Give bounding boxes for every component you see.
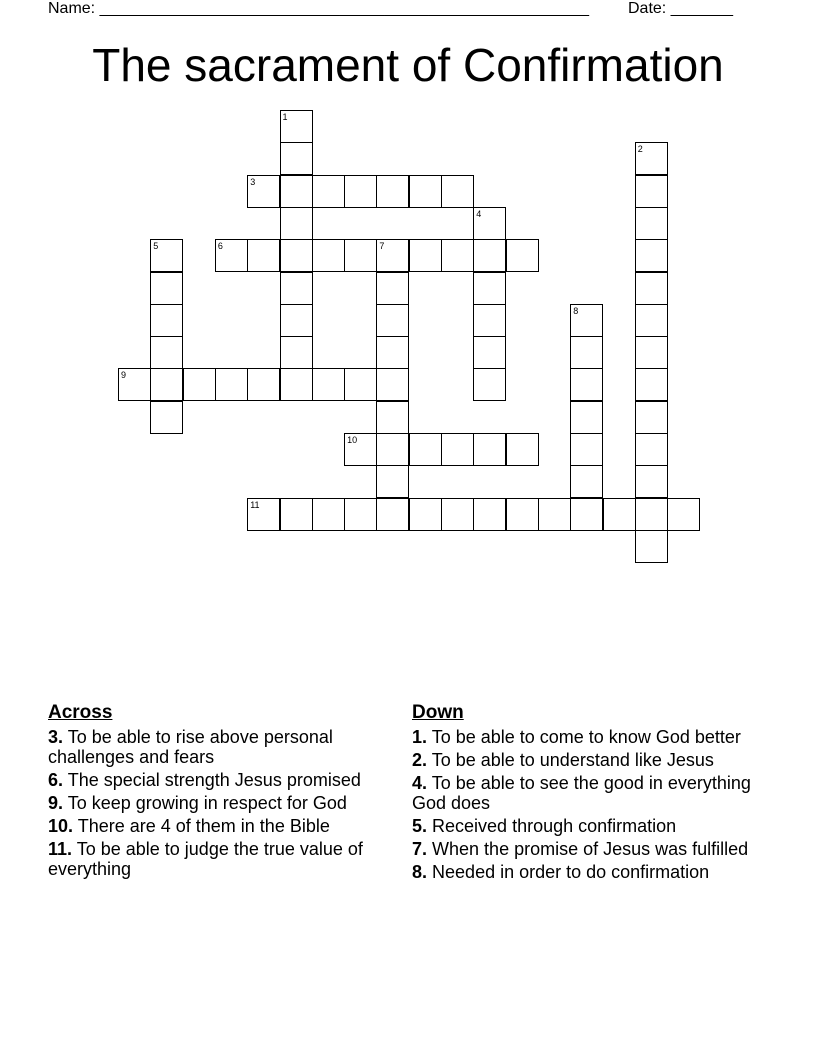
crossword-cell[interactable] [344,368,377,401]
crossword-cell[interactable] [247,175,280,208]
crossword-cell[interactable] [312,175,345,208]
crossword-cell[interactable] [570,336,603,369]
crossword-cell[interactable] [667,498,700,531]
crossword-cell[interactable] [570,401,603,434]
crossword-cell[interactable] [506,239,539,272]
across-clue: 10. There are 4 of them in the Bible [48,816,330,836]
crossword-cell[interactable] [344,175,377,208]
crossword-cell[interactable] [280,272,313,305]
crossword-cell[interactable] [280,498,313,531]
crossword-cell[interactable] [183,368,216,401]
crossword-cell[interactable] [473,304,506,337]
crossword-cell[interactable] [635,368,668,401]
page-title: The sacrament of Confirmation [92,39,724,91]
crossword-cell[interactable] [473,272,506,305]
crossword-cell[interactable] [635,433,668,466]
crossword-cell[interactable] [473,336,506,369]
crossword-cell[interactable] [506,433,539,466]
crossword-cell[interactable] [409,433,442,466]
name-field[interactable]: Name: _______________________________________________________ [48,0,589,17]
crossword-cell[interactable] [473,433,506,466]
crossword-cell[interactable] [635,498,668,531]
clue-number: 6 [217,241,223,252]
crossword-cell[interactable] [247,239,280,272]
crossword-cell[interactable] [150,272,183,305]
across-clue: 11. To be able to judge the true value of everything [48,839,363,879]
crossword-cell[interactable] [344,498,377,531]
crossword-cell[interactable] [280,336,313,369]
crossword-cell[interactable] [635,239,668,272]
across-heading: Across [48,702,113,723]
clue-number: 7 [379,241,385,252]
crossword-cell[interactable] [409,175,442,208]
down-clue: 1. To be able to come to know God better [412,727,741,747]
crossword-cell[interactable] [441,239,474,272]
crossword-cell[interactable] [538,498,571,531]
crossword-cell[interactable] [570,465,603,498]
clue-number: 9 [121,370,127,381]
crossword-cell[interactable] [635,175,668,208]
crossword-cell[interactable] [280,304,313,337]
crossword-cell[interactable] [215,239,248,272]
crossword-cell[interactable] [570,368,603,401]
down-clue: 4. To be able to see the good in everything God does [412,773,751,813]
down-heading: Down [412,702,464,723]
crossword-cell[interactable] [473,239,506,272]
crossword-cell[interactable] [376,465,409,498]
crossword-cell[interactable] [635,304,668,337]
crossword-cell[interactable] [570,433,603,466]
date-field[interactable]: Date: _______ [628,0,733,17]
crossword-cell[interactable] [409,498,442,531]
crossword-cell[interactable] [280,175,313,208]
crossword-cell[interactable] [473,498,506,531]
across-clues [48,702,398,882]
crossword-cell[interactable] [376,498,409,531]
crossword-cell[interactable] [312,368,345,401]
crossword-cell[interactable] [280,142,313,175]
crossword-cell[interactable] [635,530,668,563]
crossword-cell[interactable] [376,304,409,337]
clue-number: 2 [637,144,643,155]
crossword-cell[interactable] [280,110,313,143]
crossword-cell[interactable] [150,401,183,434]
clue-number: 4 [476,208,482,219]
crossword-cell[interactable] [635,336,668,369]
crossword-cell[interactable] [376,336,409,369]
crossword-cell[interactable] [376,272,409,305]
clue-number: 11 [250,499,260,510]
across-clue: 3. To be able to rise above personal challenges and fears [48,727,333,767]
crossword-cell[interactable] [118,368,151,401]
across-clue: 6. The special strength Jesus promised [48,770,361,790]
crossword-cell[interactable] [215,368,248,401]
crossword-cell[interactable] [441,498,474,531]
crossword-cell[interactable] [570,304,603,337]
crossword-cell[interactable] [506,498,539,531]
clue-number: 8 [573,305,579,316]
crossword-cell[interactable] [280,207,313,240]
down-clue: 8. Needed in order to do confirmation [412,862,710,882]
crossword-cell[interactable] [376,433,409,466]
crossword-cell[interactable] [570,498,603,531]
down-clue: 5. Received through confirmation [412,816,677,836]
crossword-cell[interactable] [280,239,313,272]
crossword-cell[interactable] [635,272,668,305]
crossword-cell[interactable] [635,465,668,498]
clue-number: 3 [250,176,256,187]
crossword-cell[interactable] [441,175,474,208]
down-clues [412,702,762,885]
crossword-cell[interactable] [635,142,668,175]
crossword-cell[interactable] [247,498,280,531]
crossword-cell[interactable] [376,175,409,208]
crossword-cell[interactable] [473,207,506,240]
down-clue: 2. To be able to understand like Jesus [412,750,714,770]
crossword-cell[interactable] [150,336,183,369]
crossword-cell[interactable] [635,207,668,240]
crossword-cell[interactable] [150,304,183,337]
clue-number: 1 [282,112,288,122]
crossword-cell[interactable] [409,239,442,272]
crossword-cell[interactable] [150,239,183,272]
crossword-cell[interactable] [344,239,377,272]
across-clue: 9. To keep growing in respect for God [48,793,347,813]
crossword-cell[interactable] [635,401,668,434]
crossword-cell[interactable] [376,368,409,401]
crossword-cell[interactable] [280,368,313,401]
crossword-cell[interactable] [312,498,345,531]
crossword-cell[interactable] [376,401,409,434]
crossword-cell[interactable] [473,368,506,401]
crossword-cell[interactable] [247,368,280,401]
clue-number: 10 [347,435,358,445]
crossword-cell[interactable] [150,368,183,401]
crossword-cell[interactable] [376,239,409,272]
down-clue: 7. When the promise of Jesus was fulfilled [412,839,749,859]
crossword-cell[interactable] [312,239,345,272]
crossword-cell[interactable] [441,433,474,466]
crossword-cell[interactable] [603,498,636,531]
crossword-cell[interactable] [344,433,377,466]
clue-number: 5 [153,241,159,252]
